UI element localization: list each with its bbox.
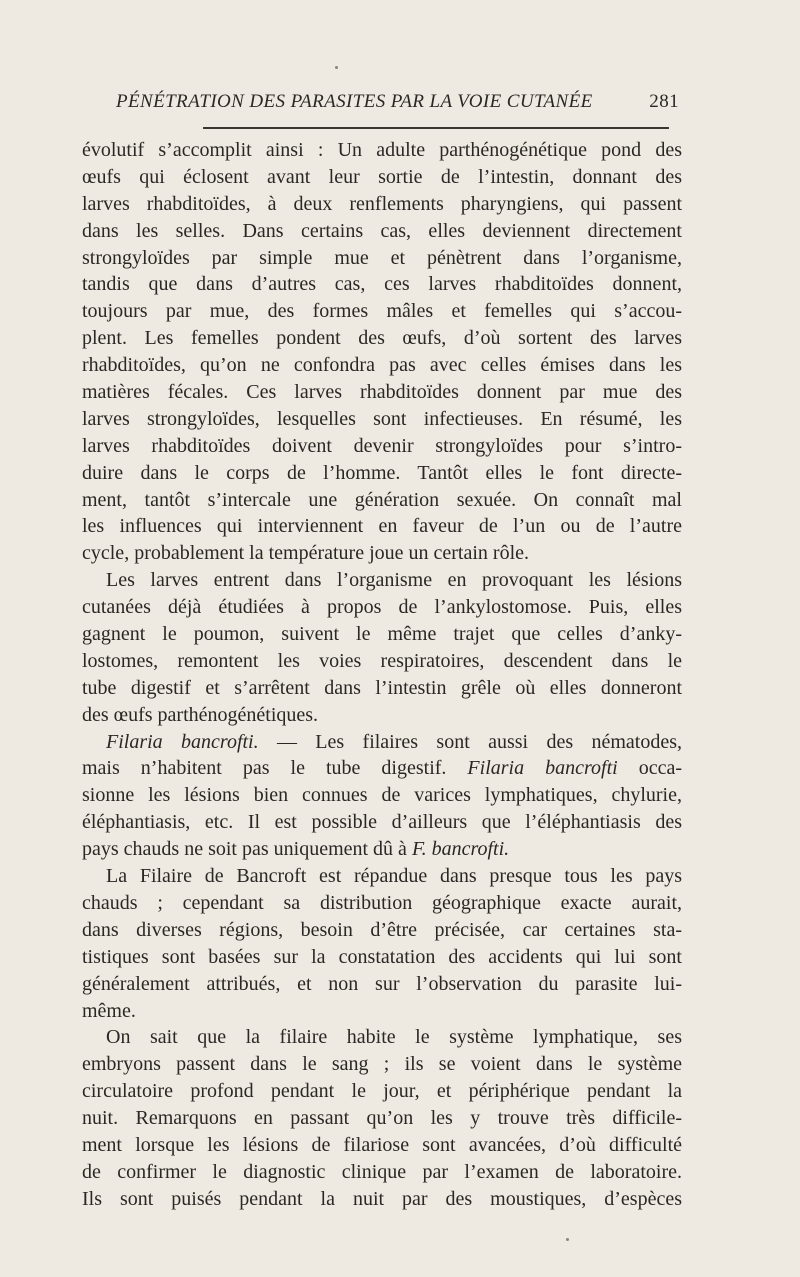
text-segment: larves rhabditoïdes doivent devenir strongyloïdes pour s’intro- (82, 434, 682, 457)
text-line (82, 513, 682, 540)
text-segment: sionne les lésions bien connues de varices lymphatiques, chylurie, (82, 784, 682, 807)
text-segment: plent. Les femelles pondent des œufs, d’où sortent des larves (82, 327, 682, 350)
text-line (82, 971, 682, 998)
text-line (82, 998, 682, 1025)
text-segment: évolutif s’accomplit ainsi : Un adulte parthénogénétique pond des (82, 139, 682, 161)
text-segment: Ils sont puisés pendant la nuit par des moustiques, d’espèces (82, 1187, 682, 1210)
text-line (82, 245, 682, 272)
text-line (82, 379, 682, 406)
text-line (82, 137, 682, 164)
text-segment: cycle, probablement la température joue un certain rôle. (82, 542, 530, 565)
text-line (82, 460, 682, 487)
text-segment: occa- (617, 757, 682, 780)
text-line (82, 487, 682, 514)
text-segment: — Les filaires sont aussi des nématodes, (258, 730, 682, 753)
text-segment: chauds ; cependant sa distribution géographique exacte aurait, (82, 891, 682, 914)
text-segment: On sait que la filaire habite le système lymphatique, ses (106, 1026, 682, 1049)
header-rule (203, 127, 669, 129)
text-segment: lostomes, remontent les voies respiratoires, descendent dans le (82, 649, 682, 672)
text-segment: tistiques sont basées sur la constatation des accidents qui lui sont (82, 945, 682, 968)
text-segment: ment, tantôt s’intercale une génération sexuée. On connaît mal (82, 488, 682, 511)
text-line (82, 406, 682, 433)
text-line (82, 917, 682, 944)
text-segment: strongyloïdes par simple mue et pénètrent dans l’organisme, (82, 246, 682, 269)
text-line (82, 325, 682, 352)
text-segment: ment lorsque les lésions de filariose sont avancées, d’où difficulté (82, 1133, 682, 1156)
running-head-title: PÉNÉTRATION DES PARASITES PAR LA VOIE CUTANÉE (116, 91, 593, 112)
text-line (82, 191, 682, 218)
text-segment: généralement attribués, et non sur l’observation du parasite lui- (82, 972, 682, 995)
text-line (82, 164, 682, 191)
text-segment: matières fécales. Ces larves rhabditoïdes donnent par mue des (82, 381, 682, 404)
text-line (82, 648, 682, 675)
text-line (82, 594, 682, 621)
text-line (82, 1105, 682, 1132)
text-line (82, 1024, 682, 1051)
text-line (82, 1186, 682, 1213)
text-line (82, 218, 682, 245)
text-line (82, 836, 682, 863)
text-segment: La Filaire de Bancroft est répandue dans presque tous les pays (106, 865, 682, 888)
text-line (82, 621, 682, 648)
italic-text: F. bancrofti. (411, 838, 510, 861)
text-segment: dans diverses régions, besoin d’être précisée, car certaines sta- (82, 918, 682, 941)
text-segment: tandis que dans d’autres cas, ces larves rhabditoïdes donnent, (82, 273, 682, 296)
text-line (82, 271, 682, 298)
text-line (82, 540, 682, 567)
text-line (82, 944, 682, 971)
italic-text: Filaria bancrofti. (106, 730, 259, 753)
text-line (82, 298, 682, 325)
text-line (82, 702, 682, 729)
italic-text: Filaria bancrofti (467, 757, 618, 780)
text-segment: rhabditoïdes, qu’on ne confondra pas avec celles émises dans les (82, 354, 682, 377)
text-segment: toujours par mue, des formes mâles et femelles qui s’accou- (82, 300, 682, 323)
text-segment: même. (82, 999, 136, 1022)
text-line (82, 675, 682, 702)
text-line (82, 863, 682, 890)
text-segment: mais n’habitent pas le tube digestif. (82, 757, 468, 780)
text-segment: de confirmer le diagnostic clinique par l’examen de laboratoire. (82, 1160, 682, 1183)
text-segment: larves rhabditoïdes, à deux renflements pharyngiens, qui passent (82, 192, 682, 215)
text-segment: Les larves entrent dans l’organisme en provoquant les lésions (106, 569, 682, 592)
text-segment: gagnent le poumon, suivent le même trajet que celles d’anky- (82, 623, 682, 646)
page-number: 281 (649, 91, 679, 112)
text-segment: œufs qui éclosent avant leur sortie de l’intestin, donnant des (82, 165, 682, 188)
text-segment: circulatoire profond pendant le jour, et périphérique pendant la (82, 1080, 682, 1103)
text-segment: larves strongyloïdes, lesquelles sont infectieuses. En résumé, les (82, 407, 682, 430)
body-text (82, 137, 682, 1213)
text-segment: nuit. Remarquons en passant qu’on les y trouve très difficile- (82, 1107, 682, 1130)
text-segment: embryons passent dans le sang ; ils se voient dans le système (82, 1053, 682, 1076)
text-segment: tube digestif et s’arrêtent dans l’intestin grêle où elles donneront (82, 676, 682, 699)
text-line (82, 809, 682, 836)
text-segment: les influences qui interviennent en faveur de l’un ou de l’autre (82, 515, 682, 538)
running-head (82, 88, 679, 116)
text-line (82, 352, 682, 379)
text-segment: dans les selles. Dans certains cas, elles deviennent directement (82, 219, 682, 242)
text-segment: des œufs parthénogénétiques. (82, 703, 319, 726)
text-line (82, 433, 682, 460)
text-line (82, 1051, 682, 1078)
text-segment: cutanées déjà étudiées à propos de l’ankylostomose. Puis, elles (82, 596, 682, 619)
text-segment: pays chauds ne soit pas uniquement dû à (82, 838, 412, 861)
text-segment: éléphantiasis, etc. Il est possible d’ailleurs que l’éléphantiasis des (82, 811, 682, 834)
text-segment: duire dans le corps de l’homme. Tantôt elles le font directe- (82, 461, 682, 484)
paper-speck (335, 66, 338, 69)
text-line (82, 729, 682, 756)
text-line (82, 1159, 682, 1186)
text-line (82, 755, 682, 782)
text-line (82, 567, 682, 594)
text-line (82, 1078, 682, 1105)
text-line (82, 890, 682, 917)
text-line (82, 782, 682, 809)
paper-speck (566, 1238, 569, 1241)
text-line (82, 1132, 682, 1159)
